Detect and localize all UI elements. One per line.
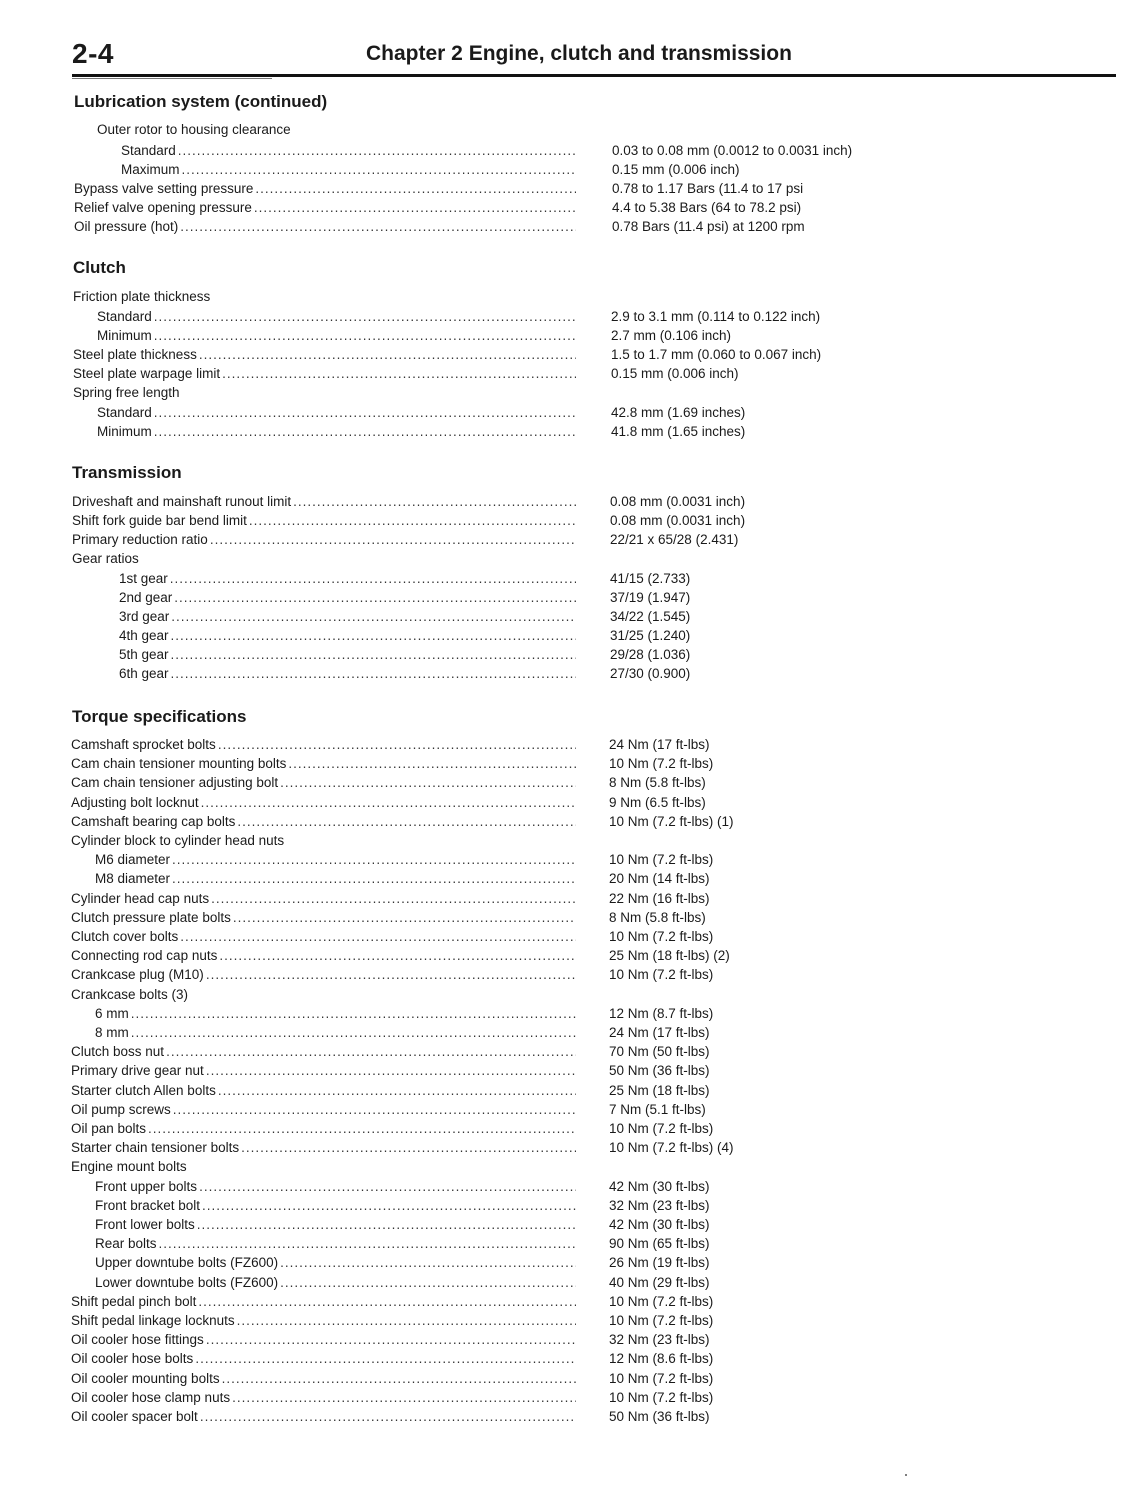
spec-row xyxy=(0,179,1122,198)
dot-leader xyxy=(180,217,576,236)
scan-mark xyxy=(905,1474,907,1476)
dot-leader xyxy=(200,1407,576,1426)
dot-leader xyxy=(280,1253,576,1272)
spec-label-text: Clutch cover bolts xyxy=(71,929,179,944)
spec-label-text: Cam chain tensioner adjusting bolt xyxy=(71,775,279,790)
spec-label-text: Outer rotor to housing clearance xyxy=(97,122,291,137)
spec-label-text: Adjusting bolt locknut xyxy=(71,795,199,810)
spec-row xyxy=(0,217,1122,236)
spec-value: 42.8 mm (1.69 inches) xyxy=(611,405,746,420)
spec-value: 9 Nm (6.5 ft-lbs) xyxy=(609,795,706,810)
page-header xyxy=(72,38,1116,76)
spec-label xyxy=(95,1253,576,1272)
spec-label-text: Clutch boss nut xyxy=(71,1044,165,1059)
spec-label xyxy=(74,179,576,198)
spec-label-text: Rear bolts xyxy=(95,1236,157,1251)
spec-value: 0.78 Bars (11.4 psi) at 1200 rpm xyxy=(612,219,805,234)
spec-label xyxy=(71,1100,576,1119)
dot-leader xyxy=(154,403,576,422)
spec-label-text: 3rd gear xyxy=(119,609,170,624)
spec-label xyxy=(97,307,576,326)
dot-leader xyxy=(288,754,576,773)
spec-group-heading xyxy=(0,383,1122,402)
spec-label xyxy=(71,1157,189,1176)
spec-label xyxy=(95,850,576,869)
spec-label-text: Oil pan bolts xyxy=(71,1121,147,1136)
dot-leader xyxy=(293,492,576,511)
spec-value: 42 Nm (30 ft-lbs) xyxy=(609,1179,710,1194)
spec-label-text: Relief valve opening pressure xyxy=(74,200,252,215)
spec-label xyxy=(71,754,576,773)
header-rule-accent xyxy=(72,78,272,79)
dot-leader xyxy=(198,1292,576,1311)
spec-value: 0.15 mm (0.006 inch) xyxy=(611,366,739,381)
spec-label xyxy=(72,530,576,549)
spec-label xyxy=(71,1407,576,1426)
spec-value: 0.78 to 1.17 Bars (11.4 to 17 psi xyxy=(612,181,804,196)
spec-label-text: Gear ratios xyxy=(72,551,139,566)
spec-label-text: Starter chain tensioner bolts xyxy=(71,1140,240,1155)
section-title: Torque specifications xyxy=(72,707,247,726)
dot-leader xyxy=(211,889,576,908)
spec-label xyxy=(95,869,576,888)
spec-label-text: Minimum xyxy=(97,328,152,343)
dot-leader xyxy=(237,1311,576,1330)
dot-leader xyxy=(210,530,576,549)
spec-row xyxy=(0,530,1122,549)
spec-value: 8 Nm (5.8 ft-lbs) xyxy=(609,775,706,790)
dot-leader xyxy=(233,908,576,927)
spec-value: 10 Nm (7.2 ft-lbs) xyxy=(609,1294,714,1309)
spec-group-heading xyxy=(0,985,1122,1004)
dot-leader xyxy=(171,607,576,626)
spec-label-text: Lower downtube bolts (FZ600) xyxy=(95,1275,279,1290)
spec-label-text: Steel plate thickness xyxy=(73,347,197,362)
spec-value: 24 Nm (17 ft-lbs) xyxy=(609,737,710,752)
dot-leader xyxy=(222,1369,576,1388)
spec-label xyxy=(119,645,576,664)
spec-row xyxy=(0,607,1122,626)
spec-label xyxy=(119,607,576,626)
dot-leader xyxy=(171,664,576,683)
spec-row xyxy=(0,198,1122,217)
spec-row xyxy=(0,326,1122,345)
spec-value: 2.9 to 3.1 mm (0.114 to 0.122 inch) xyxy=(611,309,821,324)
spec-value: 70 Nm (50 ft-lbs) xyxy=(609,1044,710,1059)
spec-label-text: Front lower bolts xyxy=(95,1217,195,1232)
spec-label xyxy=(71,889,576,908)
spec-row xyxy=(0,1311,1122,1330)
dot-leader xyxy=(171,645,576,664)
spec-value: 50 Nm (36 ft-lbs) xyxy=(609,1409,710,1424)
spec-row xyxy=(0,1349,1122,1368)
section-title: Transmission xyxy=(72,463,182,482)
spec-label xyxy=(72,511,576,530)
spec-label xyxy=(71,946,576,965)
spec-label-text: Camshaft sprocket bolts xyxy=(71,737,216,752)
spec-label xyxy=(71,985,190,1004)
dot-leader xyxy=(237,812,576,831)
dot-leader xyxy=(199,1177,576,1196)
spec-label xyxy=(71,1292,576,1311)
spec-label-text: Driveshaft and mainshaft runout limit xyxy=(72,494,292,509)
spec-label xyxy=(71,1119,576,1138)
spec-label xyxy=(71,812,576,831)
spec-label xyxy=(71,793,576,812)
spec-label-text: Camshaft bearing cap bolts xyxy=(71,814,236,829)
spec-label xyxy=(71,735,576,754)
dot-leader xyxy=(154,422,576,441)
dot-leader xyxy=(280,1273,576,1292)
spec-label xyxy=(97,120,293,139)
dot-leader xyxy=(206,965,576,984)
spec-label xyxy=(95,1177,576,1196)
spec-group-heading xyxy=(0,120,1122,139)
spec-value: 10 Nm (7.2 ft-lbs) xyxy=(609,929,714,944)
spec-row xyxy=(0,1061,1122,1080)
spec-row xyxy=(0,908,1122,927)
dot-leader xyxy=(172,850,576,869)
spec-label-text: Shift fork guide bar bend limit xyxy=(72,513,247,528)
spec-value: 32 Nm (23 ft-lbs) xyxy=(609,1198,710,1213)
spec-row xyxy=(0,569,1122,588)
spec-label-text: Starter clutch Allen bolts xyxy=(71,1083,216,1098)
dot-leader xyxy=(166,1042,576,1061)
spec-row xyxy=(0,1177,1122,1196)
spec-row xyxy=(0,1042,1122,1061)
spec-group-heading xyxy=(0,287,1122,306)
spec-label-text: Standard xyxy=(97,405,152,420)
spec-label xyxy=(97,403,576,422)
spec-label xyxy=(71,1369,576,1388)
dot-leader xyxy=(170,569,576,588)
spec-label-text: Oil cooler mounting bolts xyxy=(71,1371,220,1386)
spec-label-text: Engine mount bolts xyxy=(71,1159,187,1174)
dot-leader xyxy=(218,735,576,754)
spec-value: 10 Nm (7.2 ft-lbs) (4) xyxy=(609,1140,734,1155)
spec-row xyxy=(0,1253,1122,1272)
spec-value: 32 Nm (23 ft-lbs) xyxy=(609,1332,710,1347)
dot-leader xyxy=(154,307,576,326)
spec-label-text: Crankcase bolts (3) xyxy=(71,987,189,1002)
spec-row xyxy=(0,1100,1122,1119)
dot-leader xyxy=(254,198,576,217)
spec-value: 10 Nm (7.2 ft-lbs) xyxy=(609,756,714,771)
spec-group-heading xyxy=(0,1157,1122,1176)
spec-label xyxy=(95,1215,576,1234)
section-title: Lubrication system (continued) xyxy=(74,92,328,111)
spec-row xyxy=(0,850,1122,869)
spec-label-text: Spring free length xyxy=(73,385,180,400)
spec-value: 12 Nm (8.7 ft-lbs) xyxy=(609,1006,714,1021)
spec-label-text: Front upper bolts xyxy=(95,1179,198,1194)
spec-label-text: Friction plate thickness xyxy=(73,289,211,304)
spec-value: 29/28 (1.036) xyxy=(610,647,691,662)
dot-leader xyxy=(206,1061,576,1080)
dot-leader xyxy=(255,179,576,198)
spec-label-text: 4th gear xyxy=(119,628,169,643)
spec-label xyxy=(73,345,576,364)
spec-label xyxy=(71,1042,576,1061)
spec-label xyxy=(71,1330,576,1349)
spec-label-text: Oil pump screws xyxy=(71,1102,171,1117)
spec-row xyxy=(0,1215,1122,1234)
spec-value: 50 Nm (36 ft-lbs) xyxy=(609,1063,710,1078)
spec-label xyxy=(74,198,576,217)
spec-row xyxy=(0,1119,1122,1138)
spec-value: 8 Nm (5.8 ft-lbs) xyxy=(609,910,706,925)
spec-row xyxy=(0,403,1122,422)
spec-label-text: Oil cooler hose clamp nuts xyxy=(71,1390,231,1405)
spec-label-text: Primary reduction ratio xyxy=(72,532,208,547)
dot-leader xyxy=(249,511,576,530)
dot-leader xyxy=(173,1100,576,1119)
spec-row xyxy=(0,1388,1122,1407)
spec-value: 22/21 x 65/28 (2.431) xyxy=(610,532,739,547)
spec-label-text: Shift pedal linkage locknuts xyxy=(71,1313,235,1328)
spec-row xyxy=(0,1196,1122,1215)
header-rule xyxy=(72,74,1116,77)
spec-row xyxy=(0,946,1122,965)
dot-leader xyxy=(154,326,576,345)
spec-value: 27/30 (0.900) xyxy=(610,666,691,681)
spec-label xyxy=(71,1388,576,1407)
spec-row xyxy=(0,511,1122,530)
spec-value: 1.5 to 1.7 mm (0.060 to 0.067 inch) xyxy=(611,347,822,362)
spec-label-text: 8 mm xyxy=(95,1025,129,1040)
spec-label-text: Oil cooler hose bolts xyxy=(71,1351,194,1366)
spec-row xyxy=(0,1330,1122,1349)
spec-label xyxy=(71,1311,576,1330)
spec-label xyxy=(97,326,576,345)
spec-value: 20 Nm (14 ft-lbs) xyxy=(609,871,710,886)
spec-label-text: Primary drive gear nut xyxy=(71,1063,204,1078)
spec-value: 41/15 (2.733) xyxy=(610,571,691,586)
spec-row xyxy=(0,141,1122,160)
spec-label-text: Cylinder block to cylinder head nuts xyxy=(71,833,285,848)
spec-row xyxy=(0,1292,1122,1311)
spec-label xyxy=(71,908,576,927)
dot-leader xyxy=(174,588,576,607)
spec-label xyxy=(121,141,576,160)
spec-row xyxy=(0,1081,1122,1100)
dot-leader xyxy=(206,1330,576,1349)
spec-label xyxy=(74,217,576,236)
chapter-title: Chapter 2 Engine, clutch and transmission xyxy=(366,42,792,65)
spec-label xyxy=(73,383,182,402)
page-number: 2-4 xyxy=(72,38,114,69)
spec-group-heading xyxy=(0,549,1122,568)
spec-label-text: 2nd gear xyxy=(119,590,173,605)
spec-label-text: Standard xyxy=(121,143,176,158)
spec-value: 10 Nm (7.2 ft-lbs) xyxy=(609,1121,714,1136)
dot-leader xyxy=(199,345,576,364)
spec-label xyxy=(72,549,141,568)
spec-label xyxy=(73,364,576,383)
spec-value: 2.7 mm (0.106 inch) xyxy=(611,328,732,343)
spec-value: 42 Nm (30 ft-lbs) xyxy=(609,1217,710,1232)
spec-row xyxy=(0,364,1122,383)
spec-row xyxy=(0,345,1122,364)
spec-label xyxy=(71,831,286,850)
spec-value: 31/25 (1.240) xyxy=(610,628,691,643)
spec-label xyxy=(95,1196,576,1215)
dot-leader xyxy=(131,1023,576,1042)
spec-label-text: Standard xyxy=(97,309,152,324)
spec-row xyxy=(0,1023,1122,1042)
spec-value: 10 Nm (7.2 ft-lbs) xyxy=(609,967,714,982)
spec-row xyxy=(0,307,1122,326)
dot-leader xyxy=(182,160,576,179)
spec-label-text: 6 mm xyxy=(95,1006,129,1021)
dot-leader xyxy=(219,946,576,965)
dot-leader xyxy=(218,1081,576,1100)
dot-leader xyxy=(180,927,576,946)
spec-label-text: Maximum xyxy=(121,162,180,177)
dot-leader xyxy=(201,793,576,812)
spec-value: 22 Nm (16 ft-lbs) xyxy=(609,891,710,906)
spec-label-text: M6 diameter xyxy=(95,852,171,867)
spec-label-text: Cylinder head cap nuts xyxy=(71,891,210,906)
spec-value: 4.4 to 5.38 Bars (64 to 78.2 psi) xyxy=(612,200,802,215)
dot-leader xyxy=(148,1119,576,1138)
spec-row xyxy=(0,664,1122,683)
dot-leader xyxy=(197,1215,576,1234)
spec-label-text: Oil cooler spacer bolt xyxy=(71,1409,198,1424)
spec-label-text: Crankcase plug (M10) xyxy=(71,967,204,982)
spec-row xyxy=(0,773,1122,792)
spec-value: 10 Nm (7.2 ft-lbs) xyxy=(609,1313,714,1328)
spec-label xyxy=(119,664,576,683)
dot-leader xyxy=(131,1004,576,1023)
dot-leader xyxy=(241,1138,576,1157)
dot-leader xyxy=(178,141,576,160)
dot-leader xyxy=(159,1234,576,1253)
spec-label xyxy=(71,773,576,792)
spec-value: 7 Nm (5.1 ft-lbs) xyxy=(609,1102,706,1117)
spec-label xyxy=(73,287,212,306)
spec-label xyxy=(71,1349,576,1368)
spec-value: 0.08 mm (0.0031 inch) xyxy=(610,513,746,528)
spec-row xyxy=(0,812,1122,831)
spec-value: 34/22 (1.545) xyxy=(610,609,691,624)
spec-label-text: Oil pressure (hot) xyxy=(74,219,179,234)
spec-label-text: Cam chain tensioner mounting bolts xyxy=(71,756,287,771)
spec-label xyxy=(95,1004,576,1023)
spec-label xyxy=(71,1061,576,1080)
spec-label xyxy=(95,1234,576,1253)
dot-leader xyxy=(232,1388,576,1407)
dot-leader xyxy=(195,1349,576,1368)
spec-value: 26 Nm (19 ft-lbs) xyxy=(609,1255,710,1270)
spec-row xyxy=(0,965,1122,984)
spec-row xyxy=(0,645,1122,664)
spec-value: 41.8 mm (1.65 inches) xyxy=(611,424,746,439)
spec-value: 10 Nm (7.2 ft-lbs) xyxy=(609,1371,714,1386)
spec-row xyxy=(0,1004,1122,1023)
spec-group-heading xyxy=(0,831,1122,850)
spec-label-text: Bypass valve setting pressure xyxy=(74,181,254,196)
spec-label xyxy=(71,965,576,984)
spec-value: 10 Nm (7.2 ft-lbs) (1) xyxy=(609,814,734,829)
dot-leader xyxy=(280,773,576,792)
spec-row xyxy=(0,1369,1122,1388)
spec-row xyxy=(0,889,1122,908)
spec-label xyxy=(72,492,576,511)
spec-row xyxy=(0,793,1122,812)
spec-label xyxy=(71,927,576,946)
spec-row xyxy=(0,492,1122,511)
spec-label-text: Shift pedal pinch bolt xyxy=(71,1294,197,1309)
spec-value: 40 Nm (29 ft-lbs) xyxy=(609,1275,710,1290)
dot-leader xyxy=(171,626,576,645)
spec-row xyxy=(0,422,1122,441)
spec-label-text: Steel plate warpage limit xyxy=(73,366,221,381)
spec-label xyxy=(95,1273,576,1292)
spec-label-text: 6th gear xyxy=(119,666,169,681)
spec-label-text: Clutch pressure plate bolts xyxy=(71,910,231,925)
spec-row xyxy=(0,626,1122,645)
spec-label xyxy=(119,626,576,645)
spec-label xyxy=(71,1138,576,1157)
spec-value: 10 Nm (7.2 ft-lbs) xyxy=(609,1390,714,1405)
spec-value: 90 Nm (65 ft-lbs) xyxy=(609,1236,710,1251)
spec-value: 10 Nm (7.2 ft-lbs) xyxy=(609,852,714,867)
dot-leader xyxy=(202,1196,576,1215)
spec-label-text: M8 diameter xyxy=(95,871,171,886)
spec-label xyxy=(97,422,576,441)
spec-label xyxy=(95,1023,576,1042)
dot-leader xyxy=(222,364,576,383)
spec-label xyxy=(119,588,576,607)
spec-label-text: 5th gear xyxy=(119,647,169,662)
spec-label-text: Minimum xyxy=(97,424,152,439)
spec-value: 24 Nm (17 ft-lbs) xyxy=(609,1025,710,1040)
spec-value: 0.03 to 0.08 mm (0.0012 to 0.0031 inch) xyxy=(612,143,853,158)
spec-label-text: Connecting rod cap nuts xyxy=(71,948,218,963)
spec-value: 25 Nm (18 ft-lbs) xyxy=(609,1083,710,1098)
spec-row xyxy=(0,1273,1122,1292)
dot-leader xyxy=(172,869,576,888)
spec-row xyxy=(0,160,1122,179)
spec-value: 37/19 (1.947) xyxy=(610,590,691,605)
section-title: Clutch xyxy=(73,258,126,277)
spec-row xyxy=(0,1138,1122,1157)
spec-label-text: Upper downtube bolts (FZ600) xyxy=(95,1255,279,1270)
spec-row xyxy=(0,1234,1122,1253)
spec-label xyxy=(71,1081,576,1100)
spec-value: 0.08 mm (0.0031 inch) xyxy=(610,494,746,509)
spec-label-text: Front bracket bolt xyxy=(95,1198,201,1213)
spec-value: 0.15 mm (0.006 inch) xyxy=(612,162,740,177)
spec-row xyxy=(0,754,1122,773)
spec-label xyxy=(121,160,576,179)
spec-value: 12 Nm (8.6 ft-lbs) xyxy=(609,1351,714,1366)
spec-label-text: Oil cooler hose fittings xyxy=(71,1332,204,1347)
spec-row xyxy=(0,927,1122,946)
spec-value: 25 Nm (18 ft-lbs) (2) xyxy=(609,948,730,963)
spec-label xyxy=(119,569,576,588)
spec-row xyxy=(0,735,1122,754)
spec-label-text: 1st gear xyxy=(119,571,168,586)
spec-row xyxy=(0,588,1122,607)
spec-row xyxy=(0,869,1122,888)
spec-row xyxy=(0,1407,1122,1426)
